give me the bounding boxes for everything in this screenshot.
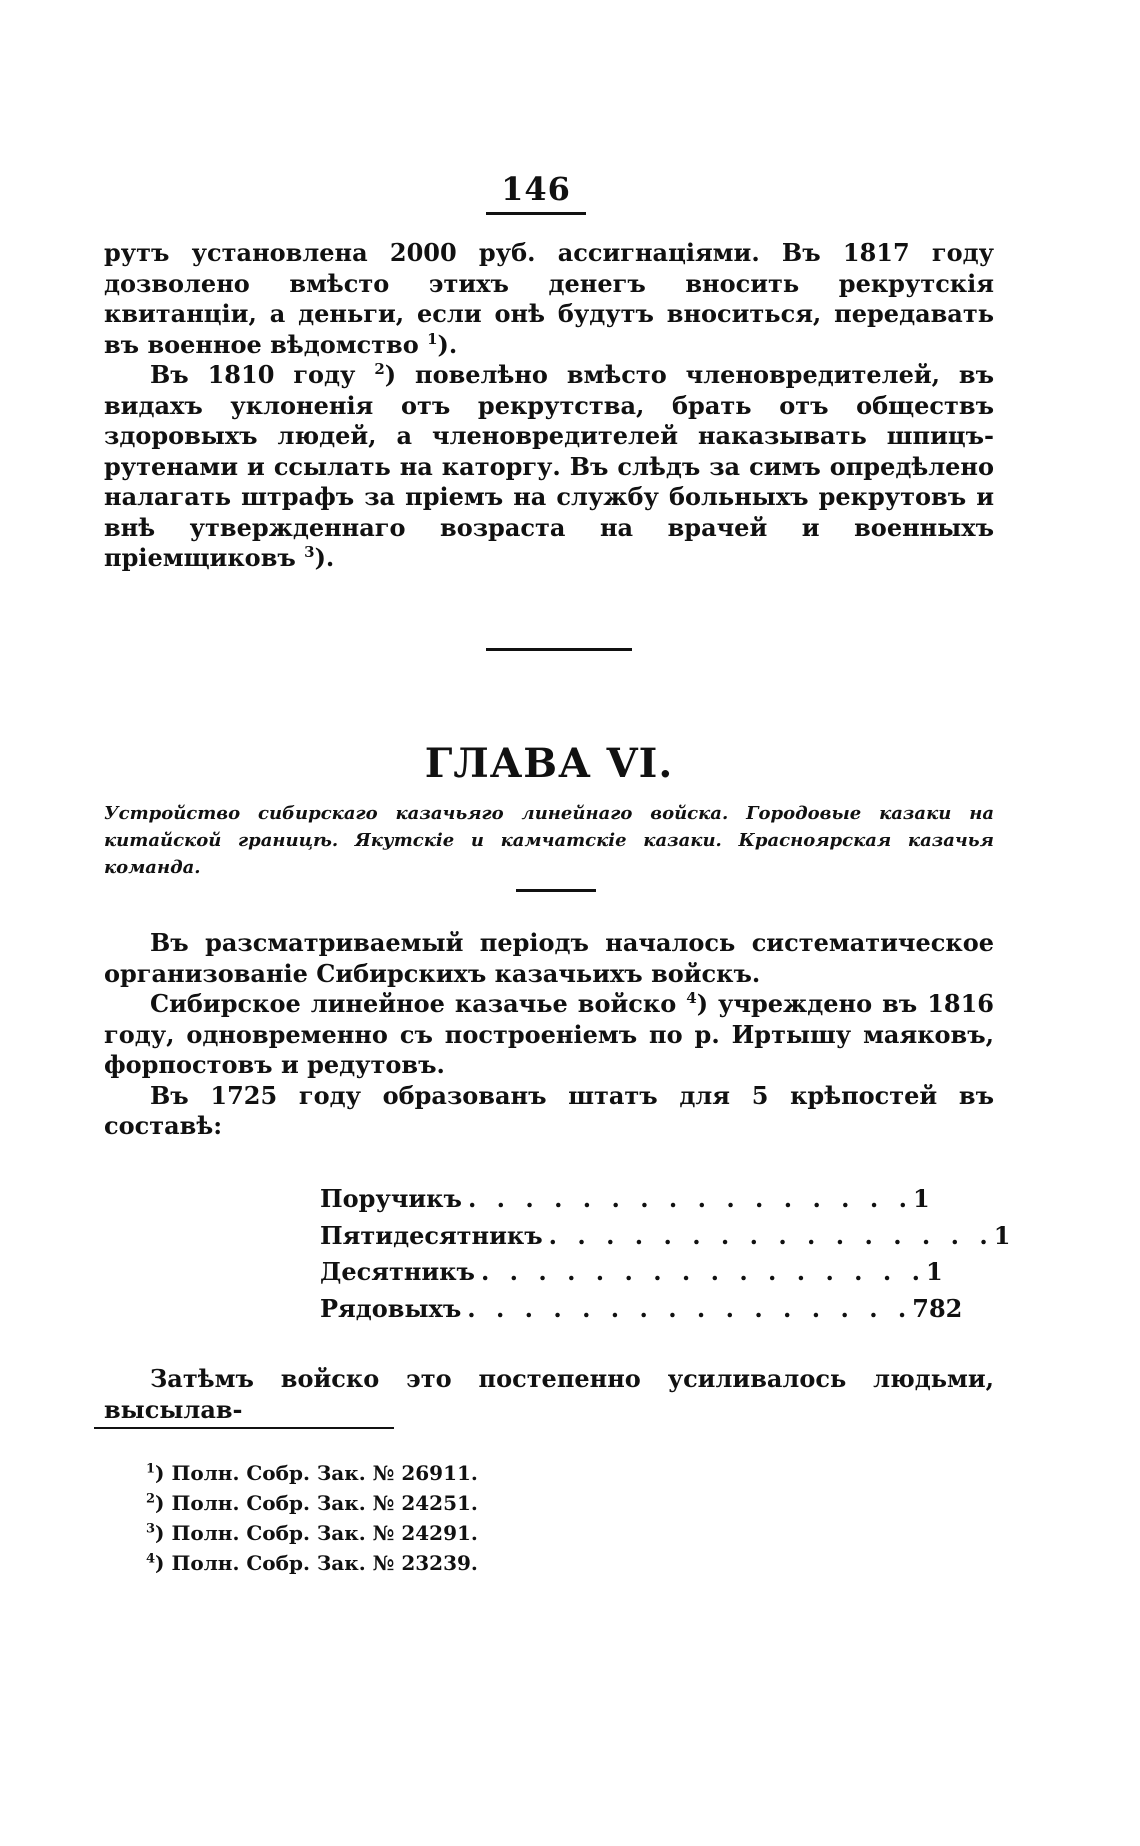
footnote-ref: 4 xyxy=(686,989,697,1007)
summary-divider xyxy=(516,889,596,892)
roster-rank: Рядовыхъ xyxy=(320,1293,462,1323)
footnote-ref: 1 xyxy=(427,329,438,348)
page-number-rule xyxy=(486,212,586,215)
paragraph-text: ) учреждено въ 1816 году, одновременно съ построеніемъ по р. Иртышу маяковъ, форпостовъ и редутовъ. xyxy=(104,989,995,1079)
chapter-title: ГЛАВА VI. xyxy=(424,740,674,787)
roster-row xyxy=(320,1257,943,1294)
garrison-roster xyxy=(320,1184,1011,1330)
roster-rank: Поручикъ xyxy=(320,1184,462,1213)
roster-count: 1 xyxy=(993,1220,1011,1250)
paragraph-text: рутъ установлена 2000 руб. ассигнаціями. Въ 1817 году дозволено вмѣсто этихъ денегъ вносить рекрутскія квитанціи, а деньги, если онѣ будутъ вноситься, передавать въ военное вѣдомство xyxy=(104,238,994,359)
roster-count: 1 xyxy=(912,1184,930,1213)
top-text-block xyxy=(104,238,994,574)
paragraph-text-end: ). xyxy=(314,543,335,572)
footnote-text: ) Полн. Собр. Зак. № 23239. xyxy=(155,1551,478,1575)
footnote-text: ) Полн. Собр. Зак. № 24291. xyxy=(155,1521,478,1545)
bottom-text-block xyxy=(104,928,994,1142)
footnote-mark: 2 xyxy=(146,1491,156,1507)
paragraph-text: ) повелѣно вмѣсто членовредителей, въ видахъ уклоненія отъ рекрутства, брать отъ обществъ здоровыхъ людей, а членовредителей наказывать шпицъ-рутенами и ссылать на каторгу. Въ слѣдъ за симъ опредѣлено налагать штрафъ за пріемъ на службу больныхъ рекрутовъ и внѣ утвержденнаго возраста на врачей и военныхъ пріемщиковъ xyxy=(104,360,994,572)
footnotes xyxy=(146,1458,746,1578)
paragraph-text: Сибирское линейное казачье войско xyxy=(150,989,677,1018)
roster-row xyxy=(320,1184,930,1221)
roster-row xyxy=(320,1293,963,1331)
paragraph-closing: Затѣмъ войско это постепенно усиливалось людьми, высылав- xyxy=(104,1364,994,1424)
roster-leader-dots: . . . . . . . . . . . . . . . . xyxy=(467,1293,913,1323)
footnote-mark: 4 xyxy=(146,1551,156,1567)
footnote-item xyxy=(146,1548,746,1578)
footnote-mark: 1 xyxy=(146,1461,156,1477)
footnote-ref: 2 xyxy=(374,360,385,378)
paragraph-siberian-host xyxy=(104,989,994,1081)
paragraph-text-end: ). xyxy=(437,329,458,359)
footnote-mark: 3 xyxy=(146,1521,156,1537)
roster-rank: Пятидесятникъ xyxy=(320,1220,543,1250)
footnote-text: ) Полн. Собр. Зак. № 26911. xyxy=(155,1461,478,1485)
roster-leader-dots: . . . . . . . . . . . . . . . . xyxy=(467,1184,913,1213)
paragraph-text: Въ 1810 году xyxy=(150,360,356,389)
paragraph-1725: Въ 1725 году образованъ штатъ для 5 крѣпостей въ составѣ: xyxy=(104,1080,994,1140)
closing-text-block xyxy=(104,1364,994,1425)
roster-count: 782 xyxy=(912,1293,963,1323)
footnote-item xyxy=(146,1488,746,1518)
paragraph-organization: Въ разсматриваемый періодъ началось систематическое организованіе Сибирскихъ казачьихъ войскъ. xyxy=(104,928,994,988)
footnote-ref: 3 xyxy=(304,543,315,561)
roster-row xyxy=(320,1220,1011,1258)
footnote-rule xyxy=(94,1427,394,1429)
paragraph-1810 xyxy=(104,360,994,574)
footnote-item xyxy=(146,1458,746,1488)
footnote-item xyxy=(146,1518,746,1548)
roster-count: 1 xyxy=(925,1257,943,1286)
roster-rank: Десятникъ xyxy=(320,1257,475,1286)
chapter-summary: Устройство сибирскаго казачьяго линейнаго войска. Городовые казаки на китайской границѣ. Якутскіе и камчатскіе казаки. Красноярская казачья команда. xyxy=(104,803,994,878)
section-divider xyxy=(486,648,632,651)
roster-leader-dots: . . . . . . . . . . . . . . . . xyxy=(480,1257,926,1286)
roster-leader-dots: . . . . . . . . . . . . . . . . xyxy=(548,1220,994,1250)
paragraph-continued xyxy=(104,238,994,360)
footnote-text: ) Полн. Собр. Зак. № 24251. xyxy=(155,1491,478,1515)
page-number: 146 xyxy=(501,170,571,208)
